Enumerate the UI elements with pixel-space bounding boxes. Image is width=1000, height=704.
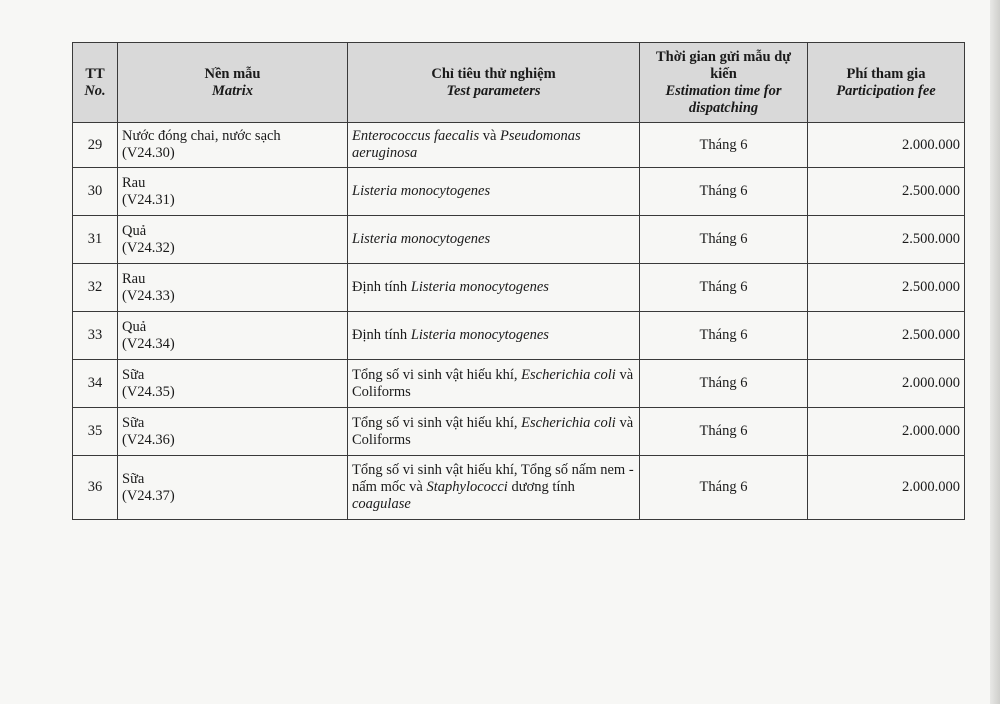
row-number: 34 [73, 360, 118, 408]
fee-cell: 2.000.000 [808, 360, 965, 408]
test-parameter-cell: Tổng số vi sinh vật hiếu khí, Escherichia coli và Coliforms [348, 408, 640, 456]
test-parameter-cell: Định tính Listeria monocytogenes [348, 312, 640, 360]
test-parameter-cell: Listeria monocytogenes [348, 168, 640, 216]
matrix-cell: Quả (V24.34) [118, 312, 348, 360]
scan-page-edge [990, 0, 1000, 704]
header-test-parameters: Chỉ tiêu thử nghiệm Test parameters [348, 43, 640, 123]
row-number: 32 [73, 264, 118, 312]
header-matrix: Nền mẫu Matrix [118, 43, 348, 123]
header-estimation-time: Thời gian gửi mẫu dự kiến Estimation time for dispatching [640, 43, 808, 123]
row-number: 30 [73, 168, 118, 216]
fee-cell: 2.000.000 [808, 123, 965, 168]
row-number: 31 [73, 216, 118, 264]
matrix-cell: Nước đóng chai, nước sạch (V24.30) [118, 123, 348, 168]
matrix-cell: Sữa (V24.37) [118, 456, 348, 520]
dispatch-time-cell: Tháng 6 [640, 456, 808, 520]
test-parameter-cell: Định tính Listeria monocytogenes [348, 264, 640, 312]
table-row [73, 123, 965, 168]
matrix-cell: Sữa (V24.36) [118, 408, 348, 456]
row-number: 33 [73, 312, 118, 360]
matrix-cell: Sữa (V24.35) [118, 360, 348, 408]
test-parameter-cell: Listeria monocytogenes [348, 216, 640, 264]
row-number: 35 [73, 408, 118, 456]
table-row [73, 456, 965, 520]
fee-cell: 2.000.000 [808, 408, 965, 456]
table-header-row [73, 43, 965, 123]
dispatch-time-cell: Tháng 6 [640, 360, 808, 408]
row-number: 36 [73, 456, 118, 520]
proficiency-testing-table [72, 42, 965, 520]
fee-cell: 2.500.000 [808, 216, 965, 264]
fee-cell: 2.000.000 [808, 456, 965, 520]
dispatch-time-cell: Tháng 6 [640, 123, 808, 168]
fee-cell: 2.500.000 [808, 312, 965, 360]
table-row [73, 264, 965, 312]
test-parameter-cell: Enterococcus faecalis và Pseudomonas aeruginosa [348, 123, 640, 168]
header-participation-fee: Phí tham gia Participation fee [808, 43, 965, 123]
fee-cell: 2.500.000 [808, 168, 965, 216]
table-row [73, 312, 965, 360]
test-parameter-cell: Tổng số vi sinh vật hiếu khí, Escherichia coli và Coliforms [348, 360, 640, 408]
matrix-cell: Rau (V24.33) [118, 264, 348, 312]
table-row [73, 360, 965, 408]
dispatch-time-cell: Tháng 6 [640, 264, 808, 312]
test-parameter-cell: Tổng số vi sinh vật hiếu khí, Tổng số nấm nem - nấm mốc và Staphylococci dương tính coagulase [348, 456, 640, 520]
fee-cell: 2.500.000 [808, 264, 965, 312]
header-no: TT No. [73, 43, 118, 123]
table-row [73, 408, 965, 456]
matrix-cell: Quả (V24.32) [118, 216, 348, 264]
matrix-cell: Rau (V24.31) [118, 168, 348, 216]
dispatch-time-cell: Tháng 6 [640, 168, 808, 216]
dispatch-time-cell: Tháng 6 [640, 216, 808, 264]
table-row [73, 168, 965, 216]
dispatch-time-cell: Tháng 6 [640, 312, 808, 360]
table-row [73, 216, 965, 264]
row-number: 29 [73, 123, 118, 168]
dispatch-time-cell: Tháng 6 [640, 408, 808, 456]
